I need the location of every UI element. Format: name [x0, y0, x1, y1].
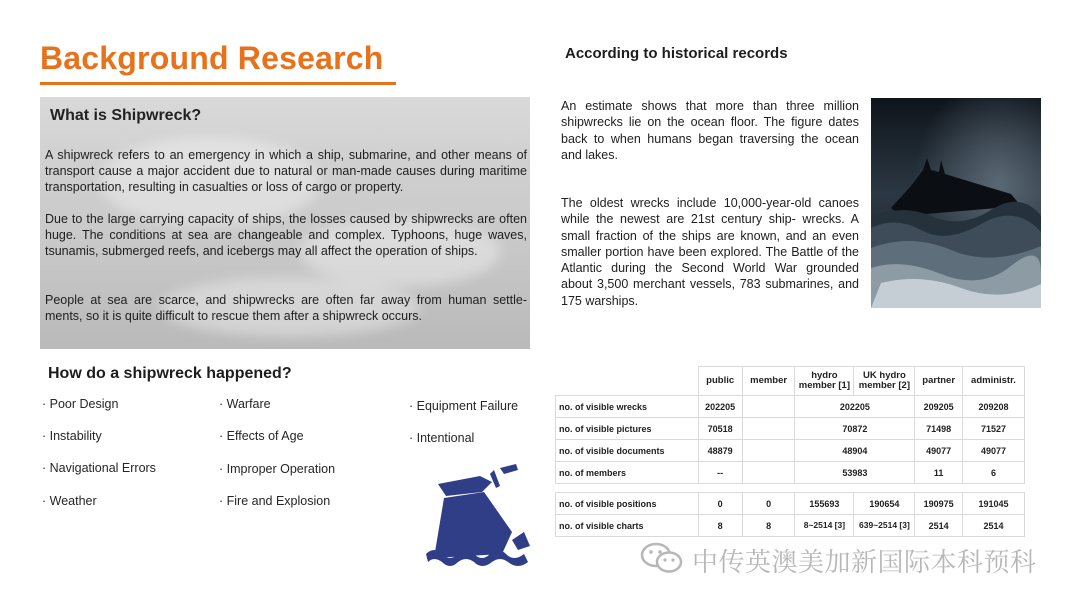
table-spacer-row [556, 484, 1025, 493]
table-header-cell: partner [915, 367, 963, 396]
table-cell: 190975 [915, 493, 963, 515]
table-cell [742, 440, 795, 462]
table-cell: 190654 [854, 493, 915, 515]
table-cell: 48879 [698, 440, 742, 462]
watermark [640, 540, 1037, 580]
table-cell: 639~2514 [3] [854, 515, 915, 537]
table-cell: 11 [915, 462, 963, 484]
table-cell: 70518 [698, 418, 742, 440]
table-cell: 191045 [962, 493, 1024, 515]
history-heading: According to historical records [565, 45, 788, 62]
shipwreck-photo [871, 98, 1041, 308]
table-cell: 209205 [915, 396, 963, 418]
row-label: no. of visible positions [556, 493, 699, 515]
table-header-cell: public [698, 367, 742, 396]
table-cell: 70872 [795, 418, 915, 440]
table-header-cell: administr. [962, 367, 1024, 396]
table-cell: 209208 [962, 396, 1024, 418]
table-cell: 2514 [915, 515, 963, 537]
table-cell: 48904 [795, 440, 915, 462]
table-header-cell: UK hydro member [2] [854, 367, 915, 396]
table-row [556, 418, 1025, 440]
row-label: no. of visible documents [556, 440, 699, 462]
table-cell: 0 [742, 493, 795, 515]
table-row [556, 515, 1025, 537]
table-cell [742, 418, 795, 440]
table-row [556, 462, 1025, 484]
table-cell: 71527 [962, 418, 1024, 440]
table-row [556, 396, 1025, 418]
watermark-text: 中传英澳美加新国际本科预科 [692, 547, 1037, 578]
row-label: no. of visible pictures [556, 418, 699, 440]
cause-item: · Fire and Explosion [219, 494, 331, 508]
wechat-icon [640, 541, 684, 580]
spacer-cell [556, 484, 1025, 493]
table-cell: 8~2514 [3] [795, 515, 854, 537]
table-cell: 202205 [795, 396, 915, 418]
table-header-cell: hydro member [1] [795, 367, 854, 396]
table-cell: 155693 [795, 493, 854, 515]
table-cell: 202205 [698, 396, 742, 418]
shipwreck-definition-panel [40, 97, 530, 349]
cause-item: · Navigational Errors [42, 461, 156, 475]
history-paragraph: The oldest wrecks include 10,000-year-old canoes while the newest are 21st century ship- wrecks. A small fraction of the ships are known, and an even smaller portion have been explored. The Battle of the Atlantic during the Second World War grounded about 3,500 merchant vessels, 783 submarines, and 175 warships. [561, 196, 859, 308]
table-header-row [556, 367, 1025, 396]
wreck-statistics-table [555, 366, 1025, 537]
cause-item: · Weather [42, 494, 97, 508]
cause-item: · Instability [42, 429, 102, 443]
table-cell: 8 [698, 515, 742, 537]
table-cell: 0 [698, 493, 742, 515]
table-cell [742, 462, 795, 484]
row-label: no. of visible charts [556, 515, 699, 537]
title-underline [40, 82, 396, 85]
table-cell: 2514 [962, 515, 1024, 537]
cause-item: · Improper Operation [219, 462, 336, 476]
table-cell: 71498 [915, 418, 963, 440]
row-label: no. of members [556, 462, 699, 484]
page-title: Background Research [40, 40, 384, 76]
history-paragraph: An estimate shows that more than three million shipwrecks lie on the ocean floor. The figure dates back to when humans began traversing the ocean and lakes. [561, 99, 859, 162]
cause-item: · Intentional [409, 431, 475, 445]
shipwreck-illustration [871, 98, 1041, 308]
table-cell: 8 [742, 515, 795, 537]
causes-heading: How do a shipwreck happened? [48, 365, 292, 382]
panel-paragraph: Due to the large carrying capacity of ships, the losses caused by shipwrecks are often huge. The conditions at sea are changeable and complex. Typhoons, huge waves, tsunamis, submerged reefs, and icebergs may all affect the operation of ships. [45, 212, 527, 258]
cause-item: · Poor Design [42, 397, 119, 411]
table-cell: 49077 [915, 440, 963, 462]
panel-paragraph: A shipwreck refers to an emergency in which a ship, submarine, and other means of transport cause a major accident due to natural or man-made causes during maritime transportation, resulting in casualties or loss of cargo or property. [45, 148, 527, 194]
sinking-ship-icon [420, 462, 540, 572]
cause-item: · Equipment Failure [409, 399, 519, 413]
table-header-cell: member [742, 367, 795, 396]
table-cell: 49077 [962, 440, 1024, 462]
table-row [556, 440, 1025, 462]
cause-item: · Warfare [219, 397, 271, 411]
panel-paragraph: People at sea are scarce, and shipwrecks are often far away from human settle- ments, so it is quite difficult to rescue them after a shipwreck occurs. [45, 293, 527, 323]
table-cell: 53983 [795, 462, 915, 484]
cause-item: · Effects of Age [219, 429, 304, 443]
table-cell: -- [698, 462, 742, 484]
table-row [556, 493, 1025, 515]
table-cell [742, 396, 795, 418]
table-header-cell [556, 367, 699, 396]
row-label: no. of visible wrecks [556, 396, 699, 418]
table-cell: 6 [962, 462, 1024, 484]
panel-heading: What is Shipwreck? [50, 107, 202, 124]
